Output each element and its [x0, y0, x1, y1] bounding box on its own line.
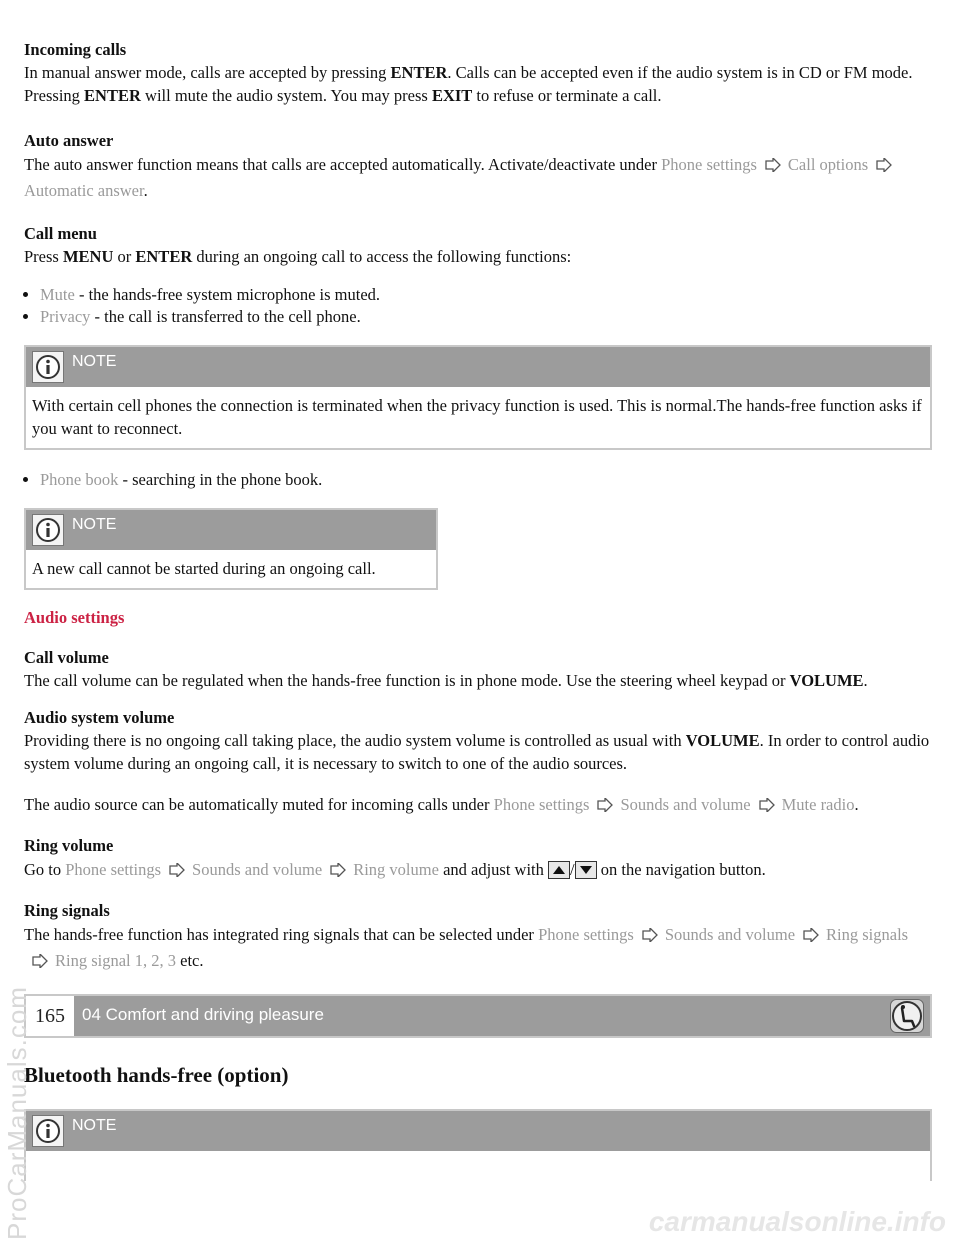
call-menu-heading: Call menu: [24, 224, 97, 243]
footer-watermark: carmanualsonline.info: [648, 1206, 946, 1237]
arrow-right-icon: [764, 158, 782, 172]
ring-volume-text: Go to Phone settings Sounds and volume Ring volume and adjust with / on the navigation button.: [24, 860, 766, 879]
phone-book-list: [24, 469, 936, 491]
chapter-title: 04 Comfort and driving pleasure: [82, 1005, 324, 1024]
audio-system-volume-heading: Audio system volume: [24, 708, 175, 727]
up-arrow-button-icon: [548, 861, 570, 879]
note-header: [26, 347, 930, 387]
arrow-right-icon: [875, 158, 893, 172]
info-icon: [32, 351, 64, 383]
note-box: [24, 508, 438, 590]
info-icon: [32, 514, 64, 546]
arrow-right-icon: [641, 928, 659, 942]
note-header: [26, 510, 436, 550]
down-arrow-button-icon: [575, 861, 597, 879]
note-title: NOTE: [72, 1117, 117, 1134]
manual-page: [24, 38, 936, 1181]
page-number: 165: [26, 996, 74, 1036]
note-title: NOTE: [72, 353, 117, 370]
note-title: NOTE: [72, 516, 117, 533]
auto-answer-heading: Auto answer: [24, 131, 114, 150]
seat-comfort-icon: [890, 999, 924, 1033]
call-volume-text: The call volume can be regulated when the hands-free function is in phone mode. Use the steering wheel keypad or VOLUME.: [24, 671, 868, 690]
arrow-right-icon: [758, 798, 776, 812]
note-body: With certain cell phones the connection is terminated when the privacy function is used. This is normal.The hands-free function asks if you want to reconnect.: [32, 396, 922, 438]
call-menu-text: Press MENU or ENTER during an ongoing call to access the following functions:: [24, 247, 572, 266]
list-item: • Mute - the hands-free system microphone is muted.: [40, 284, 936, 306]
arrow-right-icon: [329, 863, 347, 877]
ring-signals-heading: Ring signals: [24, 901, 110, 920]
info-icon: [32, 1115, 64, 1147]
note-header: [26, 1111, 930, 1151]
side-watermark: ProCarManuals.com: [2, 986, 32, 1240]
ring-volume-heading: Ring volume: [24, 836, 114, 855]
call-volume-heading: Call volume: [24, 648, 109, 667]
note-body: A new call cannot be started during an ongoing call.: [32, 559, 376, 578]
list-item: • Privacy - the call is transferred to the cell phone.: [40, 306, 936, 328]
list-item: • Phone book - searching in the phone book.: [40, 469, 936, 491]
auto-answer-text: The auto answer function means that calls are accepted automatically. Activate/deactivate under Phone settings Call optionsAutomatic answer.: [24, 152, 936, 204]
ring-signals-text: The hands-free function has integrated ring signals that can be selected under Phone settings Sounds and volume Ring signalsRing signal 1, 2, 3 etc.: [24, 925, 909, 970]
mute-radio-text: The audio source can be automatically muted for incoming calls under Phone settings Sounds and volume Mute radio.: [24, 795, 859, 814]
arrow-right-icon: [596, 798, 614, 812]
incoming-calls-heading: Incoming calls: [24, 40, 127, 59]
call-menu-list: [24, 284, 936, 328]
audio-settings-title: Audio settings: [24, 608, 125, 627]
chapter-header-bar: [24, 994, 932, 1038]
arrow-right-icon: [802, 928, 820, 942]
arrow-right-icon: [31, 954, 49, 968]
audio-system-volume-text: Providing there is no ongoing call taking place, the audio system volume is controlled as usual with VOLUME. In order to control audio system volume during an ongoing call, it is necessary to switch to one of the audio sources.: [24, 731, 930, 773]
bluetooth-section-title: Bluetooth hands-free (option): [24, 1063, 289, 1087]
incoming-calls-text: In manual answer mode, calls are accepted by pressing ENTER. Calls can be accepted even if the audio system is in CD or FM mode. Pressing ENTER will mute the audio system. You may press EXIT to refuse or terminate a call.: [24, 63, 913, 105]
note-box: [24, 1109, 932, 1181]
note-box: [24, 345, 932, 450]
arrow-right-icon: [168, 863, 186, 877]
